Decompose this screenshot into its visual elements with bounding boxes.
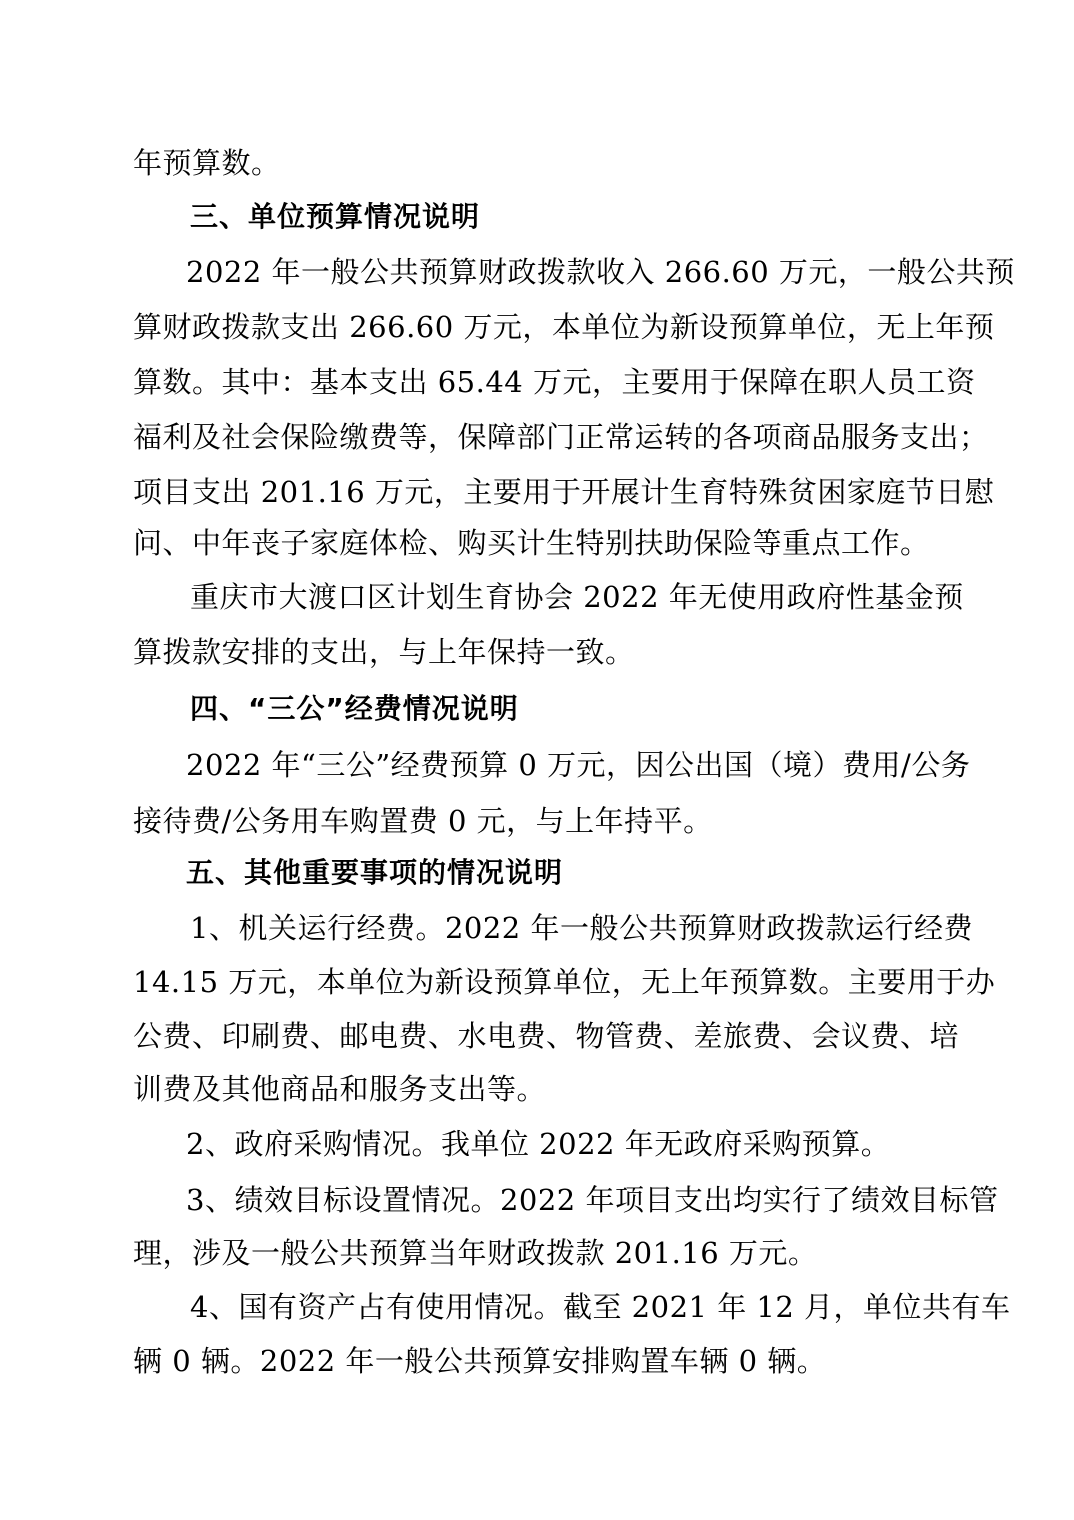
paragraph-line: 2、政府采购情况。我单位 2022 年无政府采购预算。 bbox=[186, 1127, 891, 1161]
paragraph-line: 训费及其他商品和服务支出等。 bbox=[133, 1072, 547, 1106]
paragraph-line: 公费、印刷费、邮电费、水电费、物管费、差旅费、会议费、培 bbox=[133, 1019, 960, 1053]
paragraph-line: 3、绩效目标设置情况。2022 年项目支出均实行了绩效目标管 bbox=[186, 1183, 999, 1217]
paragraph-line: 算拨款安排的支出，与上年保持一致。 bbox=[133, 635, 635, 669]
paragraph-line: 理，涉及一般公共预算当年财政拨款 201.16 万元。 bbox=[133, 1236, 818, 1270]
paragraph-line: 2022 年“三公”经费预算 0 万元，因公出国（境）费用/公务 bbox=[186, 748, 971, 782]
paragraph-line: 算财政拨款支出 266.60 万元，本单位为新设预算单位，无上年预 bbox=[133, 310, 995, 344]
paragraph-line: 福利及社会保险缴费等，保障部门正常运转的各项商品服务支出； bbox=[133, 420, 989, 454]
paragraph-line: 项目支出 201.16 万元，主要用于开展计生育特殊贫困家庭节日慰 bbox=[133, 475, 995, 509]
section-heading-5: 五、其他重要事项的情况说明 bbox=[186, 856, 564, 889]
paragraph-line: 年预算数。 bbox=[133, 146, 281, 180]
paragraph-line: 14.15 万元，本单位为新设预算单位，无上年预算数。主要用于办 bbox=[133, 965, 996, 999]
paragraph-line: 1、机关运行经费。2022 年一般公共预算财政拨款运行经费 bbox=[190, 911, 973, 945]
paragraph-line: 4、国有资产占有使用情况。截至 2021 年 12 月，单位共有车 bbox=[190, 1290, 1011, 1324]
paragraph-line: 问、中年丧子家庭体检、购买计生特别扶助保险等重点工作。 bbox=[133, 526, 930, 560]
paragraph-line: 重庆市大渡口区计划生育协会 2022 年无使用政府性基金预 bbox=[190, 580, 964, 614]
paragraph-line: 辆 0 辆。2022 年一般公共预算安排购置车辆 0 辆。 bbox=[133, 1344, 827, 1378]
paragraph-line: 算数。其中：基本支出 65.44 万元，主要用于保障在职人员工资 bbox=[133, 365, 976, 399]
paragraph-line: 2022 年一般公共预算财政拨款收入 266.60 万元，一般公共预 bbox=[186, 255, 1015, 289]
paragraph-line: 接待费/公务用车购置费 0 元，与上年持平。 bbox=[133, 804, 713, 838]
section-heading-3: 三、单位预算情况说明 bbox=[190, 200, 481, 233]
section-heading-4: 四、“三公”经费情况说明 bbox=[190, 692, 519, 725]
